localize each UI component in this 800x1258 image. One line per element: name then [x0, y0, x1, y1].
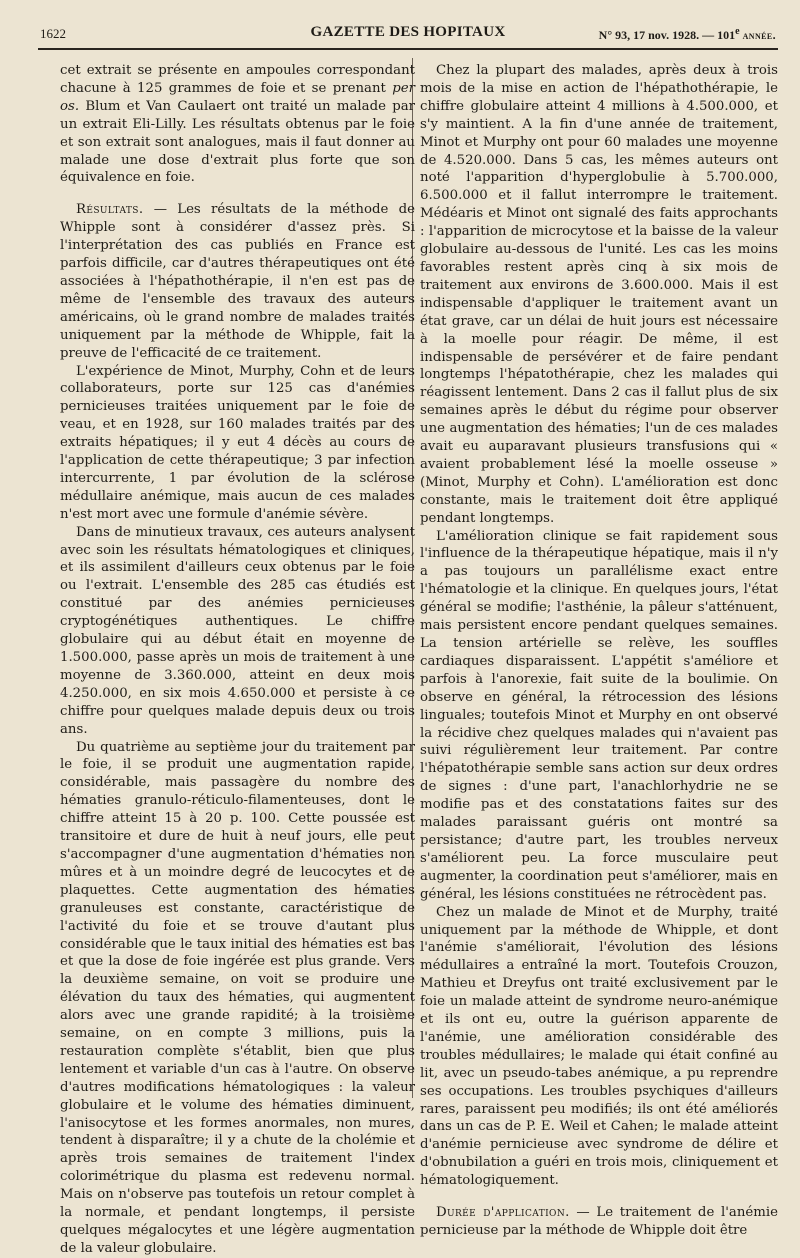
- paragraph: Dans de minutieux travaux, ces auteurs analysent avec soin les résultats hématologiques et cliniques, et ils assimilent d'ailleurs ceux obtenus par le foie ou l'extrait. L'ensemble des 285 cas étudiés est constitué par des anémies pernicieuses cryptogénétiques authentiques. Le chiffre globulaire qui au début était en moyenne de 1.500.000, passe après un mois de traitement à une moyenne de 3.360.000, atteint en deux mois 4.250.000, en six mois 4.650.000 et persiste à ce chiffre pour quelques malade depuis deux ou trois ans.: [60, 524, 415, 737]
- paragraph: [60, 62, 415, 187]
- issue-sup: e: [735, 26, 740, 37]
- paragraph: Chez la plupart des malades, après deux à trois mois de la mise en action de l'hépathothérapie, le chiffre globulaire atteint 4 millions à 4.500.000, et s'y maintient. A la fin d'une année de traitement, Minot et Murphy ont pour 60 malades une moyenne de 4.520.000. Dans 5 cas, les mêmes auteurs ont noté l'apparition d'hyperglobulie à 5.700.000, 6.500.000 et il fallut interrompre le traitement. Médéaris et Minot ont signalé des faits approchants : l'apparition de microcytose et la baisse de la valeur globulaire au-dessous de l'unité. Les cas les moins favorables restent après cinq à six mois de traitement aux environs de 3.600.000. Mais il est indispensable d'appliquer le traitement avant un état grave, car un délai de huit jours est nécessaire à la moelle pour réagir. De même, il est indispensable de persévérer et de faire pendant longtemps l'hépatothérapie, chez les malades qui réagissent lentement. Dans 2 cas il fallut plus de six semaines après le début du régime pour observer une augmentation des hématies; l'un de ces malades avait eu auparavant plusieurs transfusions qui « avaient probablement lésé la moelle osseuse » (Minot, Murphy et Cohn). L'amélioration est donc constante, mais le traitement doit être appliqué pendant longtemps.: [420, 63, 778, 526]
- paragraph-text: — Le traitement de l'anémie pernicieuse par la méthode de Whipple doit être: [420, 1205, 778, 1238]
- page-number: 1622: [40, 26, 66, 41]
- paragraph-text: cet extrait se présente en ampoules correspondant chacune à 125 grammes de foie et se prenant: [60, 63, 415, 96]
- running-header: [38, 14, 778, 50]
- paragraph: L'expérience de Minot, Murphy, Cohn et de leurs collaborateurs, porte sur 125 cas d'anémies pernicieuses traitées uniquement par le foie de veau, et en 1928, sur 160 malades traités par des extraits hépatiques; il y eut 4 décès au cours de l'application de cette thérapeutique; 3 par infection intercurrente, 1 par évolution de la sclérose médullaire anémique, mais aucun de ces malades n'est mort avec une formule d'anémie sévère.: [60, 363, 415, 522]
- italic-term: per os.: [60, 80, 415, 114]
- issue-tail: année.: [742, 28, 776, 42]
- paragraph: Du quatrième au septième jour du traitement par le foie, il se produit une augmentation rapide, considérable, mais passagère du nombre des hématies granulo-réticulo-filamenteuses, dont le chiffre atteint 15 à 20 p. 100. Cette poussée est transitoire et dure de huit à neuf jours, elle peut s'accompagner d'une augmentation d'hématies non mûres et à un moindre degré de leucocytes et de plaquettes. Cette augmentation des hématies granuleuses est constante, caractéristique de l'activité du foie et se trouve d'autant plus considérable que le taux initial des hématies est bas et que la dose de foie ingérée est plus grande. Vers la deuxième semaine, on voit se produire une élévation du taux des hématies, qui augmentent alors avec une grande rapidité; à la troisième semaine, on en compte 3 millions, puis la restauration complète s'établit, bien que plus lentement et variable d'un cas à l'autre. On observe d'autres modifications hématologiques : la valeur globulaire et le volume des hématies diminuent, l'anisocytose et les formes anormales, non mures, tendent à disparaître; il y a chute de la cholémie et après trois semaines de traitement l'index colorimétrique du plasma est redevenu normal. Mais on n'observe pas toutefois un retour complet à la normale, et pendant longtemps, il persiste quelques mégalocytes et une légère augmentation de la valeur globulaire.: [60, 739, 415, 1256]
- paragraph: L'amélioration clinique se fait rapidement sous l'influence de la thérapeutique hépatique, mais il n'y a pas toujours un parallélisme exact entre l'hématologie et la clinique. En quelques jours, l'état général se modifie; l'asthénie, la pâleur s'atténuent, mais persistent encore pendant quelques semaines. La tension artérielle se relève, les souffles cardiaques disparaissent. L'appétit s'améliore et parfois à l'anorexie, fait suite de la boulimie. On observe en général, la rétrocession des lésions linguales; toutefois Minot et Murphy en ont observé la récidive chez quelques malades qui n'avaient pas suivi régulièrement leur traitement. Par contre l'hépatothérapie semble sans action sur deux ordres de signes : d'une part, l'anachlorhydrie ne se modifie pas et des constatations faites sur des malades paraissant guéris ont montré sa persistance; d'autre part, les troubles nerveux s'améliorent peu. La force musculaire peut augmenter, la coordination peut s'améliorer, mais en général, les lésions constituées ne rétrocèdent pas.: [420, 528, 778, 902]
- paragraph-text: — Les résultats de la méthode de Whipple sont à considérer d'assez près. Si l'interprétation des cas publiés en France est parfois difficile, car d'autres thérapeutiques ont été associées à l'hépathothérapie, il n'en est pas de même de l'ensemble des travaux des auteurs américains, où le grand nombre de malades traités uniquement par la méthode de Whipple, fait la preuve de l'efficacité de ce traitement.: [60, 202, 415, 361]
- right-column: [420, 62, 778, 1238]
- paragraph: [420, 1204, 778, 1240]
- journal-title: GAZETTE DES HOPITAUX: [310, 24, 506, 40]
- issue-main: N° 93, 17 nov. 1928. — 101: [598, 28, 736, 42]
- section-heading: Durée d'application.: [435, 1205, 570, 1221]
- left-column: [60, 62, 415, 1256]
- issue-info: [599, 26, 776, 43]
- paragraph-text: Blum et Van Caulaert ont traité un malade par un extrait Eli-Lilly. Les résultats obtenus par le foie et son extrait sont analogues, mais il faut donner au malade une dose d'extrait plus forte que son équivalence en foie.: [60, 98, 415, 186]
- paragraph: [60, 201, 415, 362]
- paragraph: Chez un malade de Minot et de Murphy, traité uniquement par la méthode de Whipple, et dont l'anémie s'améliorait, l'évolution des lésions médullaires a entraîné la mort. Toutefois Crouzon, Mathieu et Dreyfus ont traité exclusivement par le foie un malade atteint de syndrome neuro-anémique et ils ont eu, outre la guérison apparente de l'anémie, une amélioration considérable des troubles médullaires; le malade qui était confiné au lit, avec un pseudo-tabes anémique, a pu reprendre ses occupations. Les troubles psychiques d'ailleurs rares, paraissent peu modifiés; ils ont été améliorés dans un cas de P. E. Weil et Cahen; le malade atteint d'anémie pernicieuse avec syndrome de délire et d'obnubilation a guéri en trois mois, cliniquement et hématologiquement.: [420, 904, 778, 1189]
- section-heading: Résultats.: [75, 202, 144, 218]
